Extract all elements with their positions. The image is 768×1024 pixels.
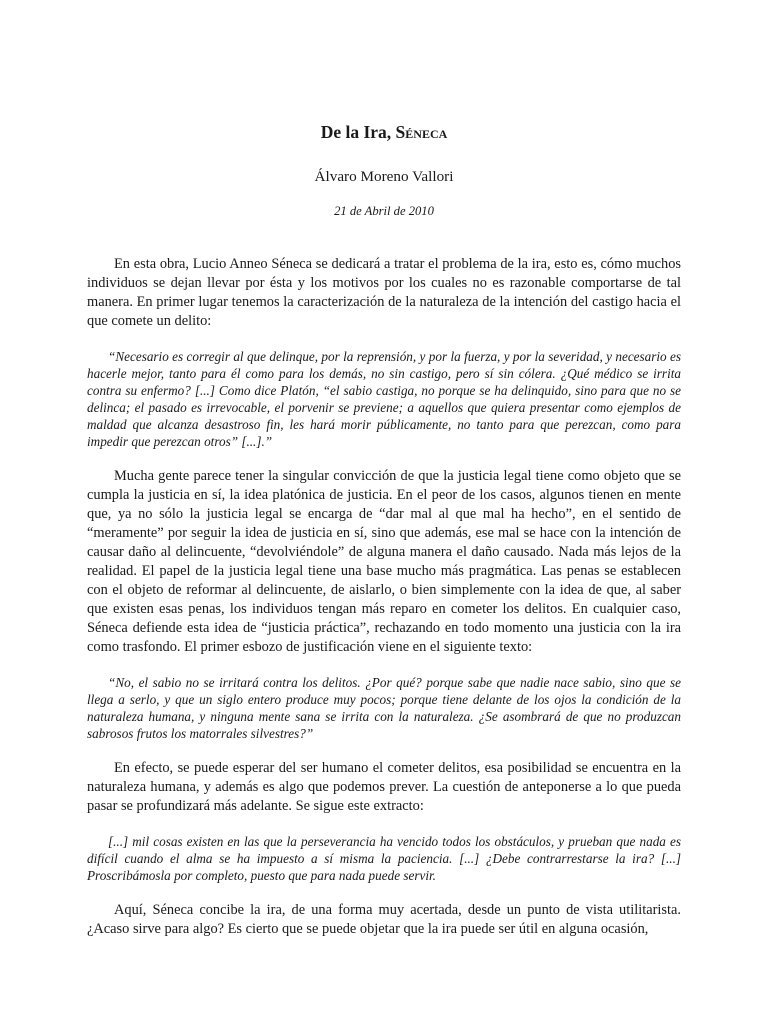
paragraph-2: Mucha gente parece tener la singular convicción de que la justicia legal tiene como objeto que se cumpla la justicia en sí, la idea platónica de justicia. En el peor de los casos, algunos tienen en mente que, ya no sólo la justicia legal se encarga de “dar mal al que mal ha hecho”, en el sentido de “meramente” por seguir la idea de justicia en sí, sino que además, ese mal se hace con la intención de causar daño al delincuente, “devolviéndole” de alguna manera el daño causado. Nada más lejos de la realidad. El papel de la justicia legal tiene una base mucho más pragmática. Las penas se establecen con el objeto de reformar al delincuente, de aislarlo, o bien simplemente con la idea de que, al saber que existen esas penas, los individuos tengan más reparo en cometer los delitos. En cualquier caso, Séneca defiende esta idea de “justicia práctica”, rechazando en todo momento una justicia con la ira como trasfondo. El primer esbozo de justificación viene en el siguiente texto: [87, 468, 681, 655]
quote-1: “Necesario es corregir al que delinque, por la reprensión, y por la fuerza, y por la severidad, y necesario es hacerle mejor, tanto para él como para los demás, no sin castigo, pero sí sin cólera. ¿Qué médico se irrita contra su enfermo? [...] Como dice Platón, “el sabio castiga, no porque se ha delinquido, sino para que no se delinca; el pasado es irrevocable, el porvenir se previene; a aquellos que quiera presentar como ejemplos de maldad que alcanza desastroso fin, les hará morir públicamente, no tanto para que perezcan, como para impedir que perezcan otros” [...].” [87, 349, 681, 449]
author-name: Álvaro Moreno Vallori [314, 168, 454, 185]
paragraph-1: En esta obra, Lucio Anneo Séneca se dedicará a tratar el problema de la ira, esto es, cómo muchos individuos se dejan llevar por ésta y los motivos por los cuales no es razonable comportarse de tal manera. En primer lugar tenemos la caracterización de la naturaleza de la intención del castigo hacia el que comete un delito: [87, 256, 681, 329]
paragraph-3: En efecto, se puede esperar del ser humano el cometer delitos, esa posibilidad se encuentra en la naturaleza humana, y además es algo que podemos prever. La cuestión de anteponerse a lo que pueda pasar se profundizará más adelante. Se sigue este extracto: [87, 760, 681, 814]
document-body [87, 220, 681, 939]
document-date: 21 de Abril de 2010 [334, 204, 434, 218]
title-main: De la Ira, [320, 122, 396, 142]
paragraph-4: Aquí, Séneca concibe la ira, de una forma muy acertada, desde un punto de vista utilitarista. ¿Acaso sirve para algo? Es cierto que se puede objetar que la ira puede ser útil en alguna ocasión, [87, 902, 681, 937]
document-title [87, 0, 681, 143]
quote-3: [...] mil cosas existen en las que la perseverancia ha vencido todos los obstáculos, y prueban que nada es difícil cuando el alma se ha impuesto a sí misma la paciencia. [...] ¿Debe contrarrestarse la ira? [...] Proscribámosla por completo, puesto que para nada puede servir. [87, 834, 681, 883]
quote-2: “No, el sabio no se irritará contra los delitos. ¿Por qué? porque sabe que nadie nace sabio, sino que se llega a serlo, y que un siglo entero produce muy pocos; porque tiene delante de los ojos la condición de la naturaleza humana, y ninguna mente sana se irrita con la naturaleza. ¿Se asombrará de que no produzcan sabrosos frutos los matorrales silvestres?” [87, 675, 681, 741]
title-author-name: Séneca [395, 122, 448, 142]
